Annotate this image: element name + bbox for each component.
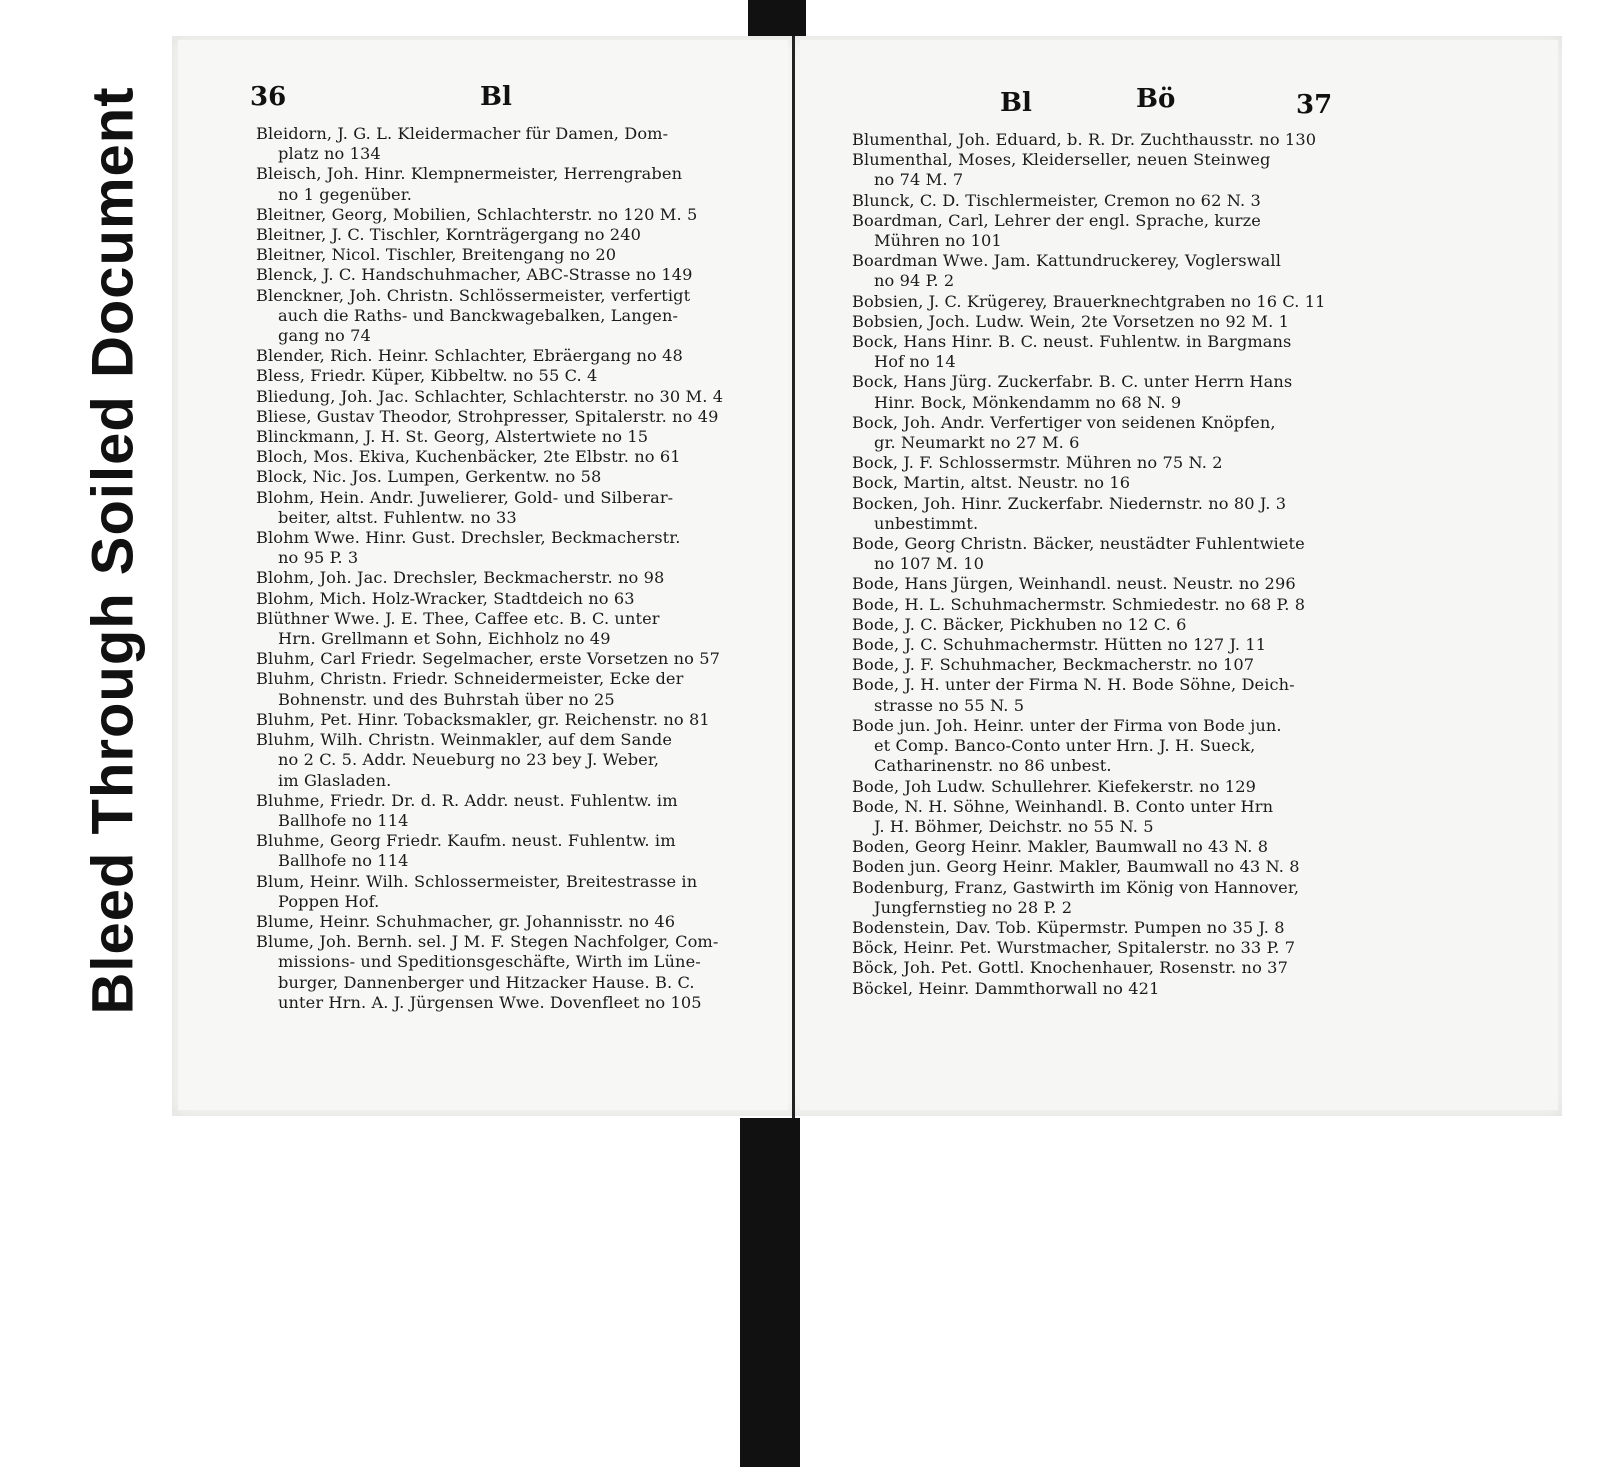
entry-line: platz no 134	[278, 144, 381, 164]
directory-entry	[852, 453, 1357, 473]
directory-entry	[256, 346, 756, 366]
entry-line: no 107 M. 10	[874, 554, 985, 574]
directory-entry	[852, 494, 1357, 534]
left-page-heading: Bl	[480, 82, 512, 112]
entry-line: Blunck, C. D. Tischlermeister, Cremon no 62 N. 3	[852, 190, 1261, 210]
entry-line: Bleitner, Georg, Mobilien, Schlachterstr. no 120 M. 5	[256, 204, 698, 224]
directory-entry	[256, 265, 756, 285]
directory-entry	[852, 191, 1357, 211]
directory-entry	[256, 407, 756, 427]
entry-line: Bliedung, Joh. Jac. Schlachter, Schlachterstr. no 30 M. 4	[256, 386, 724, 406]
directory-entry	[852, 837, 1357, 857]
directory-entry	[852, 130, 1357, 150]
gutter-shadow-bottom	[740, 1118, 800, 1467]
directory-entry	[852, 958, 1357, 978]
directory-entry	[852, 979, 1357, 999]
directory-entry	[256, 609, 756, 649]
entry-line: Hrn. Grellmann et Sohn, Eichholz no 49	[278, 629, 611, 649]
right-page-heading-right: Bö	[1136, 84, 1176, 114]
directory-entry	[852, 655, 1357, 675]
directory-entry	[256, 387, 756, 407]
entry-line: no 2 C. 5. Addr. Neueburg no 23 bey J. Weber,	[278, 750, 660, 770]
entry-line: beiter, altst. Fuhlentw. no 33	[278, 507, 517, 527]
entry-line: Böck, Joh. Pet. Gottl. Knochenhauer, Rosenstr. no 37	[852, 958, 1288, 978]
entry-line: Bode, Georg Christn. Bäcker, neustädter Fuhlentwiete	[852, 534, 1305, 554]
entry-line: Block, Nic. Jos. Lumpen, Gerkentw. no 58	[256, 467, 602, 487]
directory-entry	[852, 251, 1357, 291]
entry-line: Bock, Martin, altst. Neustr. no 16	[852, 473, 1131, 493]
entry-line: Bode, J. H. unter der Firma N. H. Bode Söhne, Deich-	[852, 675, 1295, 695]
directory-entry	[256, 366, 756, 386]
entry-line: Boden, Georg Heinr. Makler, Baumwall no 43 N. 8	[852, 837, 1269, 857]
entry-line: Blum, Heinr. Wilh. Schlossermeister, Breitestrasse in	[256, 871, 698, 891]
entry-line: Blender, Rich. Heinr. Schlachter, Ebräergang no 48	[256, 346, 683, 366]
entry-line: im Glasladen.	[278, 770, 392, 790]
entry-line: Bode jun. Joh. Heinr. unter der Firma von Bode jun.	[852, 715, 1282, 735]
entry-line: missions- und Speditionsgeschäfte, Wirth im Lüne-	[278, 952, 701, 972]
directory-entry	[852, 716, 1357, 777]
directory-entry	[256, 669, 756, 709]
directory-entry	[852, 797, 1357, 837]
entry-line: Blohm, Hein. Andr. Juwelierer, Gold- und Silberar-	[256, 487, 674, 507]
directory-entry	[852, 878, 1357, 918]
directory-entry	[852, 332, 1357, 372]
side-label	[38, 50, 188, 1050]
entry-line: Bliese, Gustav Theodor, Strohpresser, Spitalerstr. no 49	[256, 406, 719, 426]
left-page-number: 36	[250, 82, 287, 112]
entry-line: Böckel, Heinr. Dammthorwall no 421	[852, 978, 1160, 998]
directory-entry	[256, 649, 756, 669]
directory-entry	[852, 150, 1357, 190]
directory-entry	[852, 595, 1357, 615]
entry-line: gr. Neumarkt no 27 M. 6	[874, 433, 1080, 453]
entry-line: Bode, N. H. Söhne, Weinhandl. B. Conto unter Hrn	[852, 796, 1274, 816]
directory-entry	[852, 211, 1357, 251]
directory-entry	[852, 473, 1357, 493]
directory-entry	[256, 568, 756, 588]
entry-line: gang no 74	[278, 326, 371, 346]
entry-line: Ballhofe no 114	[278, 810, 409, 830]
entry-line: Bleisch, Joh. Hinr. Klempnermeister, Herrengraben	[256, 164, 683, 184]
right-entry-list	[852, 130, 1357, 999]
entry-line: Bluhm, Christn. Friedr. Schneidermeister, Ecke der	[256, 669, 684, 689]
right-page-heading-left: Bl	[1000, 88, 1032, 118]
directory-entry	[256, 447, 756, 467]
directory-entry	[256, 205, 756, 225]
entry-line: Bluhme, Georg Friedr. Kaufm. neust. Fuhlentw. im	[256, 831, 676, 851]
directory-entry	[256, 225, 756, 245]
directory-entry	[852, 857, 1357, 877]
entry-line: Bluhm, Wilh. Christn. Weinmakler, auf dem Sande	[256, 730, 673, 750]
entry-line: Bloch, Mos. Ekiva, Kuchenbäcker, 2te Elbstr. no 61	[256, 447, 681, 467]
entry-line: no 1 gegenüber.	[278, 184, 413, 204]
entry-line: Bode, J. C. Schuhmachermstr. Hütten no 127 J. 11	[852, 635, 1267, 655]
entry-line: Blenckner, Joh. Christn. Schlössermeister, verfertigt	[256, 285, 691, 305]
directory-entry	[256, 589, 756, 609]
entry-line: Bode, J. C. Bäcker, Pickhuben no 12 C. 6	[852, 614, 1187, 634]
entry-line: Jungfernstieg no 28 P. 2	[874, 897, 1073, 917]
entry-line: unter Hrn. A. J. Jürgensen Wwe. Dovenfleet no 105	[278, 992, 702, 1012]
entry-line: Blumenthal, Joh. Eduard, b. R. Dr. Zuchthausstr. no 130	[852, 130, 1317, 149]
left-entry-list	[256, 124, 756, 1013]
directory-entry	[256, 245, 756, 265]
entry-line: Blohm, Mich. Holz-Wracker, Stadtdeich no 63	[256, 588, 635, 608]
directory-entry	[256, 467, 756, 487]
side-label-text: Bleed Through Soiled Document	[80, 85, 146, 1015]
directory-entry	[852, 675, 1357, 715]
gutter-fold-line	[792, 36, 795, 1126]
directory-entry	[852, 534, 1357, 574]
entry-line: Mühren no 101	[874, 231, 1002, 251]
entry-line: Blume, Heinr. Schuhmacher, gr. Johannisstr. no 46	[256, 911, 676, 931]
directory-entry	[852, 918, 1357, 938]
directory-entry	[852, 777, 1357, 797]
entry-line: Ballhofe no 114	[278, 851, 409, 871]
gutter-shadow-top	[748, 0, 806, 36]
entry-line: Bock, J. F. Schlossermstr. Mühren no 75 N. 2	[852, 453, 1223, 473]
entry-line: Bobsien, Joch. Ludw. Wein, 2te Vorsetzen no 92 M. 1	[852, 311, 1289, 331]
entry-line: unbestimmt.	[874, 513, 979, 533]
book-gutter	[788, 0, 802, 1467]
directory-entry	[852, 312, 1357, 332]
entry-line: Boardman, Carl, Lehrer der engl. Sprache, kurze	[852, 210, 1261, 230]
entry-line: Bock, Joh. Andr. Verfertiger von seidenen Knöpfen,	[852, 412, 1276, 432]
directory-entry	[256, 912, 756, 932]
entry-line: Blumenthal, Moses, Kleiderseller, neuen Steinweg	[852, 150, 1271, 170]
directory-entry	[256, 730, 756, 791]
entry-line: Catharinenstr. no 86 unbest.	[874, 756, 1112, 776]
entry-line: Bode, Joh Ludw. Schullehrer. Kiefekerstr. no 129	[852, 776, 1256, 796]
entry-line: Boardman Wwe. Jam. Kattundruckerey, Voglerswall	[852, 251, 1281, 271]
entry-line: Blüthner Wwe. J. E. Thee, Caffee etc. B. C. unter	[256, 608, 660, 628]
entry-line: Bode, H. L. Schuhmachermstr. Schmiedestr. no 68 P. 8	[852, 594, 1306, 614]
directory-entry	[256, 286, 756, 347]
directory-entry	[256, 488, 756, 528]
entry-line: J. H. Böhmer, Deichstr. no 55 N. 5	[874, 816, 1154, 836]
entry-line: Hinr. Bock, Mönkendamm no 68 N. 9	[874, 392, 1182, 412]
entry-line: et Comp. Banco-Conto unter Hrn. J. H. Sueck,	[874, 736, 1256, 756]
entry-line: Bless, Friedr. Küper, Kibbeltw. no 55 C. 4	[256, 366, 598, 386]
entry-line: Hof no 14	[874, 352, 956, 372]
directory-entry	[256, 932, 756, 1013]
entry-line: Bluhme, Friedr. Dr. d. R. Addr. neust. Fuhlentw. im	[256, 790, 678, 810]
entry-line: Boden jun. Georg Heinr. Makler, Baumwall no 43 N. 8	[852, 857, 1300, 877]
directory-entry	[256, 710, 756, 730]
entry-line: Bleitner, Nicol. Tischler, Breitengang no 20	[256, 245, 617, 265]
directory-entry	[256, 124, 756, 164]
entry-line: Blume, Joh. Bernh. sel. J M. F. Stegen Nachfolger, Com-	[256, 932, 719, 952]
directory-entry	[852, 635, 1357, 655]
entry-line: Blohm, Joh. Jac. Drechsler, Beckmacherstr. no 98	[256, 568, 665, 588]
entry-line: Poppen Hof.	[278, 891, 380, 911]
right-page-number: 37	[1296, 90, 1333, 120]
entry-line: Bode, Hans Jürgen, Weinhandl. neust. Neustr. no 296	[852, 574, 1296, 594]
entry-line: no 74 M. 7	[874, 170, 964, 190]
entry-line: Bock, Hans Jürg. Zuckerfabr. B. C. unter Herrn Hans	[852, 372, 1293, 392]
entry-line: Bohnenstr. und des Buhrstah über no 25	[278, 689, 615, 709]
directory-entry	[852, 938, 1357, 958]
entry-line: Blohm Wwe. Hinr. Gust. Drechsler, Beckmacherstr.	[256, 528, 681, 548]
entry-line: Blinckmann, J. H. St. Georg, Alstertwiete no 15	[256, 427, 649, 447]
entry-line: Bobsien, J. C. Krügerey, Brauerknechtgraben no 16 C. 11	[852, 291, 1326, 311]
directory-entry	[256, 791, 756, 831]
entry-line: Bodenstein, Dav. Tob. Küpermstr. Pumpen no 35 J. 8	[852, 917, 1285, 937]
directory-entry	[852, 292, 1357, 312]
directory-entry	[852, 372, 1357, 412]
entry-line: Bluhm, Pet. Hinr. Tobacksmakler, gr. Reichenstr. no 81	[256, 709, 710, 729]
entry-line: Bleitner, J. C. Tischler, Kornträgergang no 240	[256, 225, 641, 245]
entry-line: Bode, J. F. Schuhmacher, Beckmacherstr. no 107	[852, 655, 1255, 675]
entry-line: no 94 P. 2	[874, 271, 955, 291]
directory-entry	[256, 831, 756, 871]
entry-line: auch die Raths- und Banckwagebalken, Langen-	[278, 305, 679, 325]
directory-entry	[852, 615, 1357, 635]
entry-line: strasse no 55 N. 5	[874, 695, 1025, 715]
entry-line: Blenck, J. C. Handschuhmacher, ABC-Strasse no 149	[256, 265, 693, 285]
directory-entry	[256, 427, 756, 447]
entry-line: Böck, Heinr. Pet. Wurstmacher, Spitalerstr. no 33 P. 7	[852, 938, 1296, 958]
entry-line: no 95 P. 3	[278, 548, 359, 568]
entry-line: Bock, Hans Hinr. B. C. neust. Fuhlentw. in Bargmans	[852, 332, 1292, 352]
entry-line: Bluhm, Carl Friedr. Segelmacher, erste Vorsetzen no 57	[256, 649, 721, 669]
directory-entry	[852, 413, 1357, 453]
entry-line: Bodenburg, Franz, Gastwirth im König von Hannover,	[852, 877, 1300, 897]
entry-line: Bocken, Joh. Hinr. Zuckerfabr. Niedernstr. no 80 J. 3	[852, 493, 1287, 513]
directory-entry	[256, 872, 756, 912]
directory-entry	[256, 164, 756, 204]
entry-line: Bleidorn, J. G. L. Kleidermacher für Damen, Dom-	[256, 124, 669, 143]
directory-entry	[852, 574, 1357, 594]
directory-entry	[256, 528, 756, 568]
entry-line: burger, Dannenberger und Hitzacker Hause. B. C.	[278, 972, 695, 992]
